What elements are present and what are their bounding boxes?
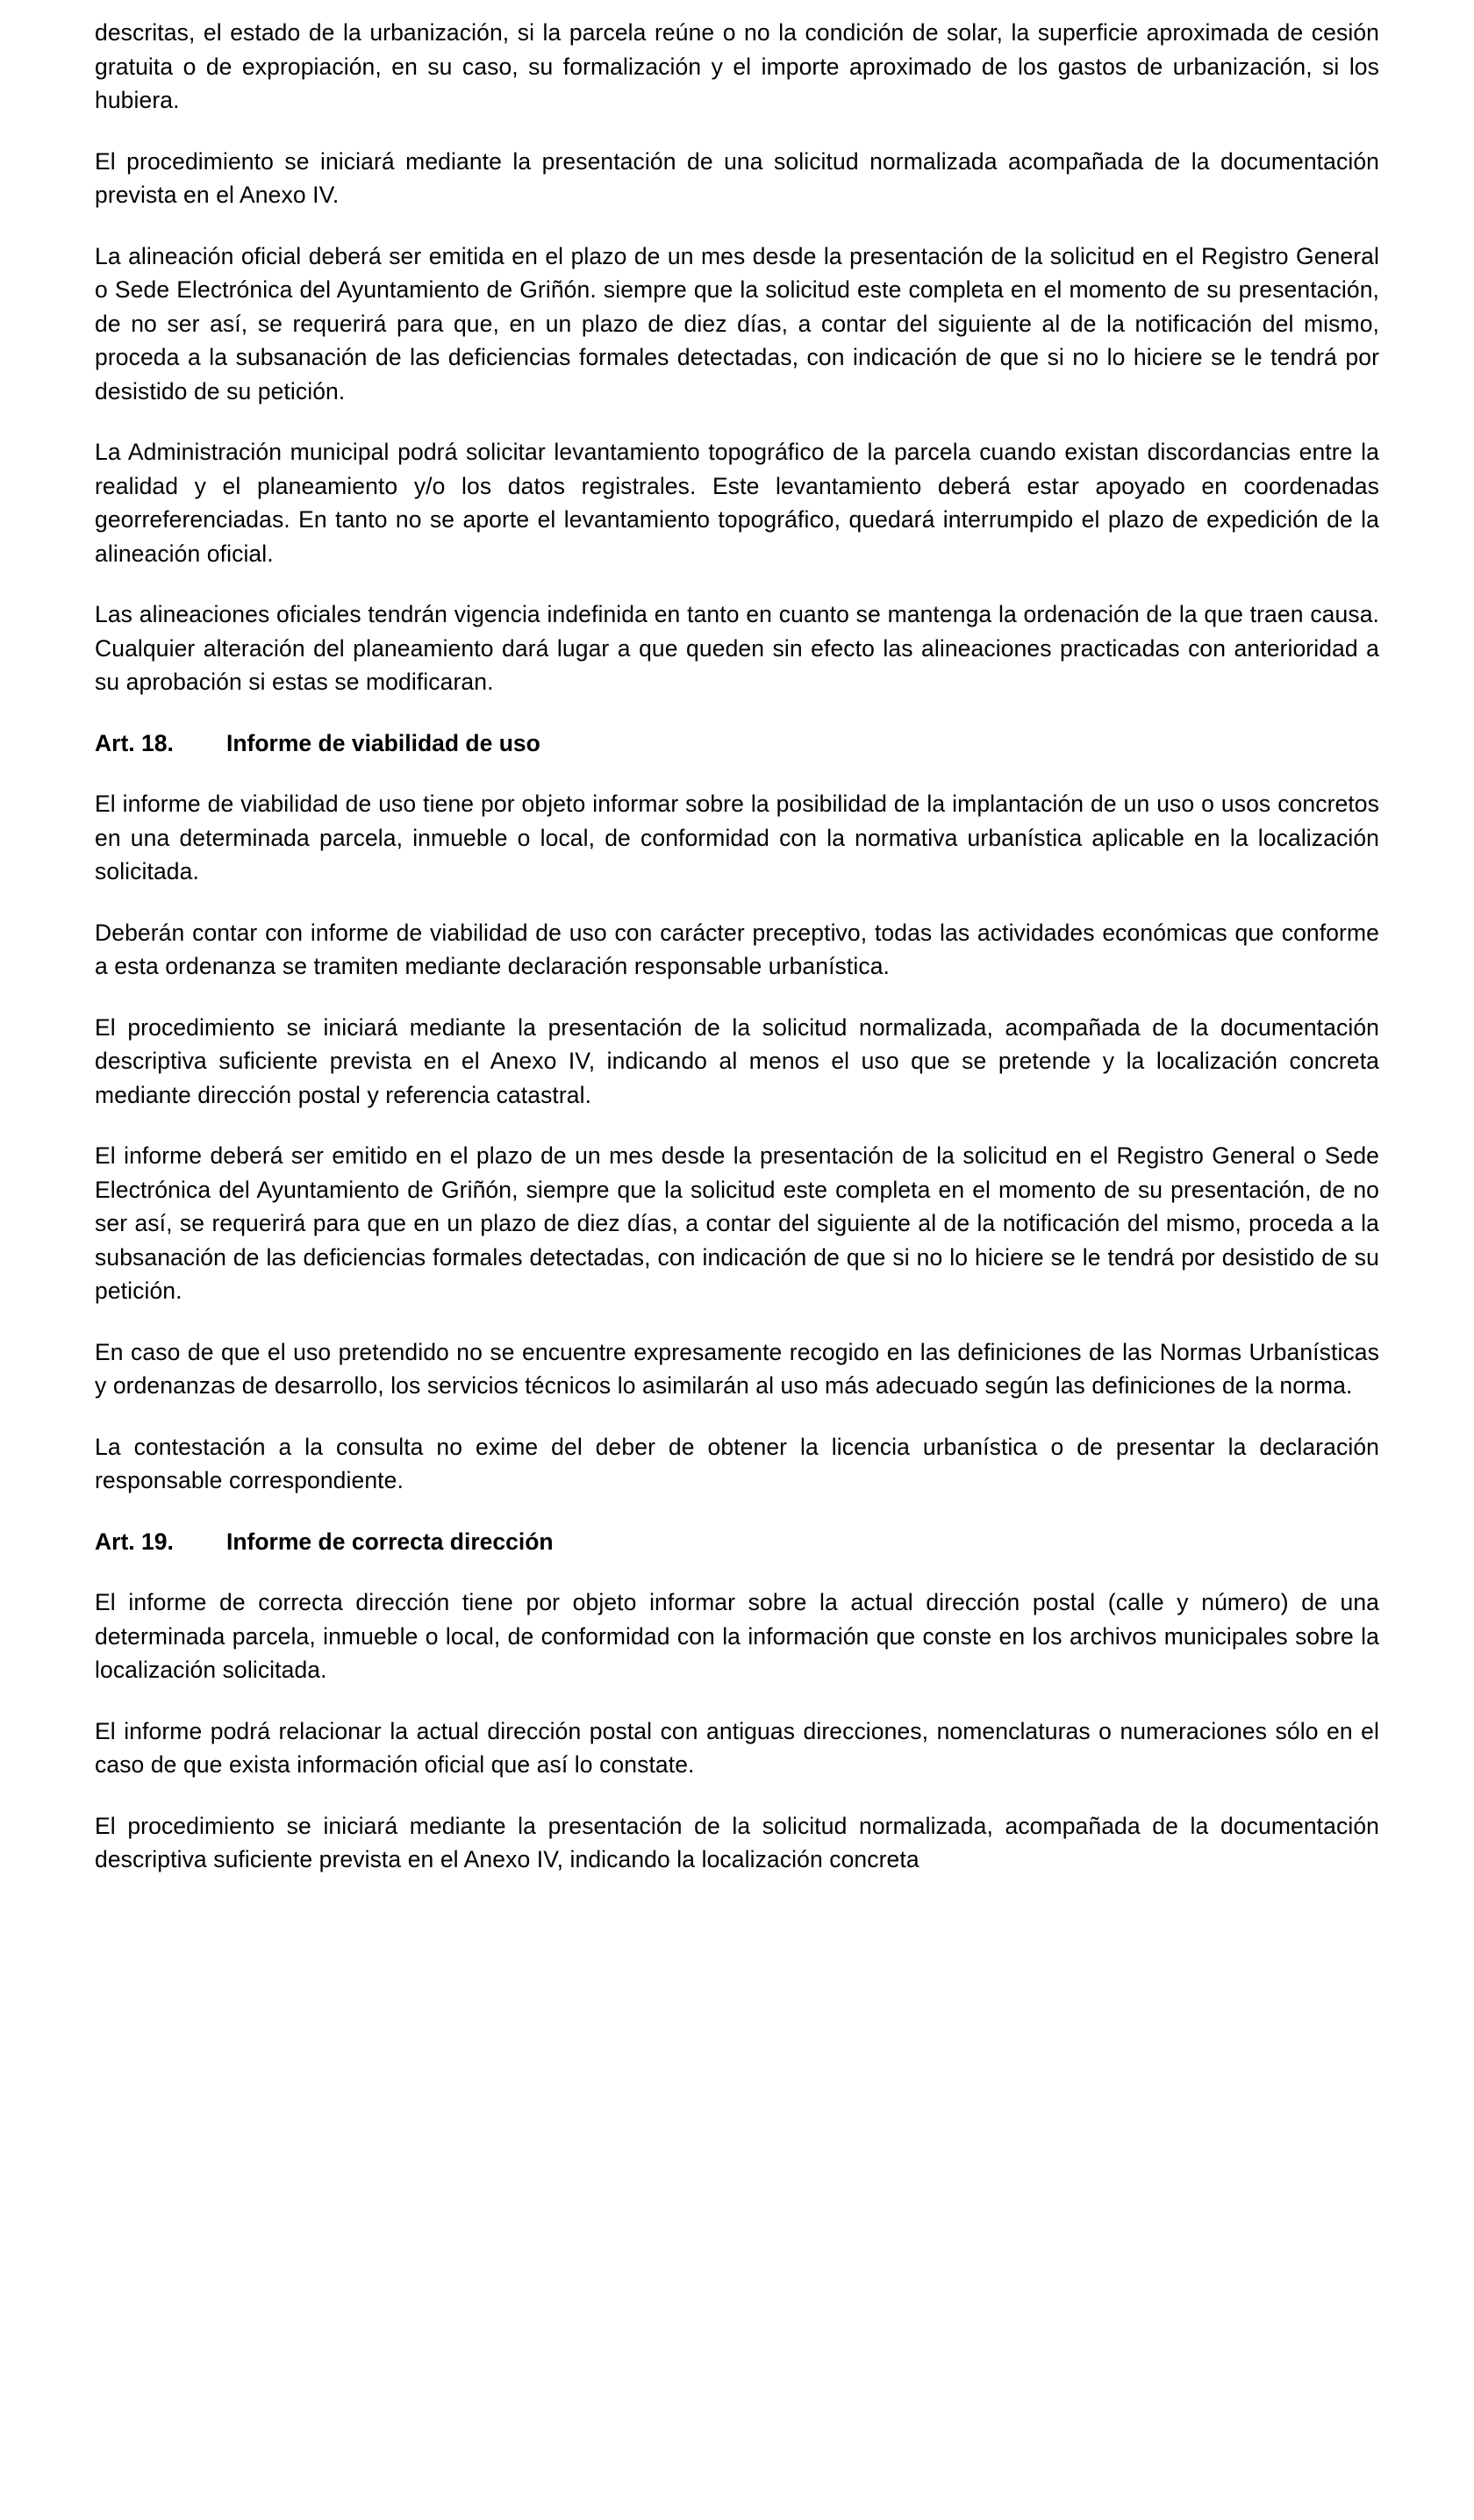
paragraph-levantamiento-topografico: La Administración municipal podrá solicitar levantamiento topográfico de la parcela cuando existan discordancias entre la realidad y el planeamiento y/o los datos registrales. Este levantamiento deberá estar apoyado en coordenadas georreferenciadas. En tanto no se aporte el levantamiento topográfico, quedará interrumpido el plazo de expedición de la alineación oficial. xyxy=(95,439,1379,567)
paragraph-plazo-alineacion-oficial: La alineación oficial deberá ser emitida en el plazo de un mes desde la presentación de la solicitud en el Registro General o Sede Electrónica del Ayuntamiento de Griñón. siempre que la solicitud este completa en el momento de su presentación, de no ser así, se requerirá para que, en un plazo de diez días, a contar del siguiente al de la notificación del mismo, proceda a la subsanación de las deficiencias formales detectadas, con indicación de que si no lo hiciere se le tendrá por desistido de su petición. xyxy=(95,242,1379,404)
paragraph-objeto-informe-correcta-direccion: El informe de correcta dirección tiene por objeto informar sobre la actual dirección postal (calle y número) de una determinada parcela, inmueble o local, de conformidad con la información que conste en los archivos municipales sobre la localización solicitada. xyxy=(95,1589,1379,1683)
paragraph-procedimiento-correcta-direccion: El procedimiento se iniciará mediante la presentación de la solicitud normalizada, acompañada de la documentación descriptiva suficiente prevista en el Anexo IV, indicando la localización concreta xyxy=(95,1812,1379,1872)
heading-art-18-title: Informe de viabilidad de uso xyxy=(226,729,540,756)
heading-art-18-number: Art. 18. xyxy=(95,729,174,756)
paragraph-antiguas-direcciones: El informe podrá relacionar la actual dirección postal con antiguas direcciones, nomenclaturas o numeraciones sólo en el caso de que exista información oficial que así lo constate. xyxy=(95,1717,1379,1778)
paragraph-plazo-informe-viabilidad: El informe deberá ser emitido en el plazo de un mes desde la presentación de la solicitud en el Registro General o Sede Electrónica del Ayuntamiento de Griñón, siempre que la solicitud este completa en el momento de su presentación, de no ser así, se requerirá para que en un plazo de diez días, a contar del siguiente al de la notificación del mismo, proceda a la subsanación de las deficiencias formales detectadas, con indicación de que si no lo hiciere se le tendrá por desistido de su petición. xyxy=(95,1142,1379,1304)
paragraph-uso-no-recogido: En caso de que el uso pretendido no se encuentre expresamente recogido en las definiciones de las Normas Urbanísticas y ordenanzas de desarrollo, los servicios técnicos lo asimilarán al uso más adecuado según las definiciones de la norma. xyxy=(95,1338,1379,1399)
heading-art-19-title: Informe de correcta dirección xyxy=(226,1528,554,1555)
paragraph-vigencia-alineaciones: Las alineaciones oficiales tendrán vigencia indefinida en tanto en cuanto se mantenga la ordenación de la que traen causa. Cualquier alteración del planeamiento dará lugar a que queden sin efecto las alineaciones practicadas con anterioridad a su aprobación si estas se modificaran. xyxy=(95,601,1379,695)
paragraph-contestacion-consulta: La contestación a la consulta no exime del deber de obtener la licencia urbanística o de presentar la declaración responsable correspondiente. xyxy=(95,1433,1379,1493)
paragraph-procedimiento-solicitud-anexo-iv: El procedimiento se iniciará mediante la presentación de una solicitud normalizada acompañada de la documentación prevista en el Anexo IV. xyxy=(95,147,1379,208)
paragraph-alineacion-continuacion: descritas, el estado de la urbanización, si la parcela reúne o no la condición de solar, la superficie aproximada de cesión gratuita o de expropiación, en su caso, su formalización y el importe aproximado de los gastos de urbanización, si los hubiera. xyxy=(95,19,1379,113)
paragraph-caracter-preceptivo: Deberán contar con informe de viabilidad de uso con carácter preceptivo, todas las actividades económicas que conforme a esta ordenanza se tramiten mediante declaración responsable urbanística. xyxy=(95,919,1379,979)
heading-art-19-number: Art. 19. xyxy=(95,1528,174,1555)
paragraph-procedimiento-viabilidad: El procedimiento se iniciará mediante la presentación de la solicitud normalizada, acompañada de la documentación descriptiva suficiente prevista en el Anexo IV, indicando al menos el uso que se pretende y la localización concreta mediante dirección postal y referencia catastral. xyxy=(95,1013,1379,1108)
heading-art-19 xyxy=(95,1525,1379,1559)
heading-art-18 xyxy=(95,727,1379,761)
paragraph-objeto-informe-viabilidad: El informe de viabilidad de uso tiene por objeto informar sobre la posibilidad de la implantación de un uso o usos concretos en una determinada parcela, inmueble o local, de conformidad con la normativa urbanística aplicable en la localización solicitada. xyxy=(95,791,1379,884)
